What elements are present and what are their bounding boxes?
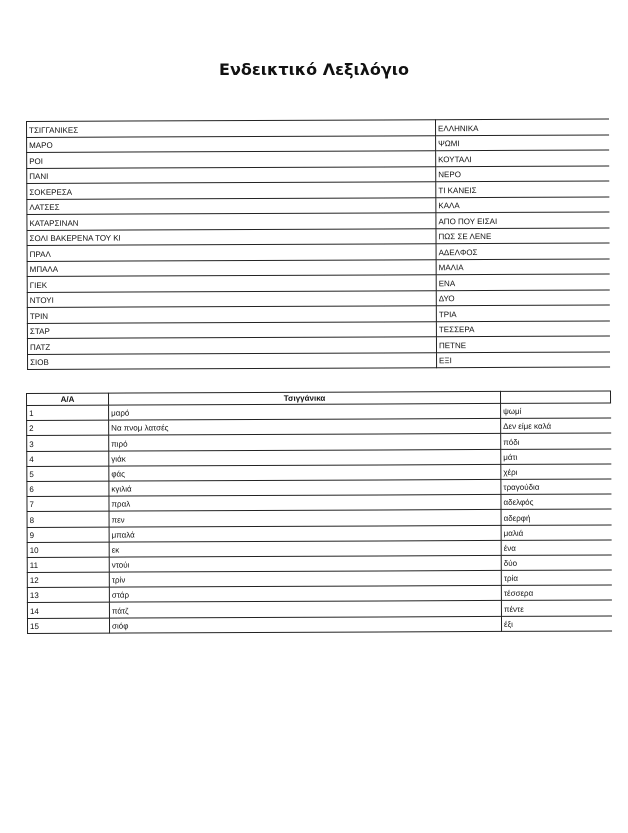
tsigganika-cell: ντούι — [109, 555, 501, 572]
ellinika-cell: ΑΠΟ ΠΟΥ ΕΙΣΑΙ — [436, 212, 609, 228]
ellinika-cell: Δεν είμε καλά — [501, 418, 611, 434]
tsigganika-cell: εκ — [109, 540, 501, 557]
aa-cell: 13 — [27, 587, 109, 603]
tsigganika-cell: μαρό — [109, 403, 501, 420]
ellinika-cell: τρία — [501, 570, 611, 586]
tsigganika-cell: ΚΑΤΑΡΣΙΝΑΝ — [27, 213, 436, 230]
ellinika-cell: πέντε — [501, 600, 611, 616]
ellinika-cell: ΝΕΡΟ — [436, 165, 609, 181]
tsigganika-cell: ΣΤΑΡ — [27, 321, 436, 338]
table-row — [27, 418, 611, 436]
aa-cell: 15 — [27, 618, 109, 634]
tsigganika-cell: σιόφ — [109, 616, 501, 633]
tsigganika-cell: πεν — [109, 510, 501, 527]
ellinika-cell: ΑΔΕΛΦΟΣ — [436, 243, 609, 259]
ellinika-cell: ΕΝΑ — [436, 274, 609, 290]
table-row — [27, 509, 611, 527]
tsigganika-cell: ΣΟΛΙ ΒΑΚΕΡΕΝΑ ΤΟΥ ΚΙ — [27, 228, 436, 245]
ellinika-cell: ΠΕΤΝΕ — [436, 336, 609, 352]
aa-cell: 14 — [27, 603, 109, 619]
ellinika-cell: αδερφή — [501, 509, 611, 525]
ellinika-cell: ΤΙ ΚΑΝΕΙΣ — [436, 181, 609, 197]
ellinika-cell: τραγούδια — [501, 479, 611, 495]
tsigganika-cell: ΤΡΙΝ — [27, 306, 436, 323]
header-ellinika — [500, 391, 610, 403]
table-row — [27, 479, 611, 497]
ellinika-cell: ΕΛΛΗΝΙΚΑ — [435, 119, 608, 135]
tsigganika-cell: ΣΙΟΒ — [28, 352, 437, 369]
tsigganika-cell: ΤΣΙΓΓΑΝΙΚΕΣ — [27, 120, 436, 137]
table-row — [27, 616, 611, 634]
tsigganika-cell: ΡΟΙ — [27, 151, 436, 168]
aa-cell: 12 — [27, 572, 109, 588]
tsigganika-cell: φάς — [109, 464, 501, 481]
ellinika-cell: ΤΡΙΑ — [436, 305, 609, 321]
ellinika-cell: δύο — [501, 555, 611, 571]
ellinika-cell: ΚΟΥΤΑΛΙ — [436, 150, 609, 166]
tsigganika-cell: ΛΑΤΣΕΣ — [27, 197, 436, 214]
tsigganika-cell: ΜΑΡΟ — [27, 135, 436, 152]
tsigganika-cell: μπαλά — [109, 525, 501, 542]
ellinika-cell: ΤΕΣΣΕΡΑ — [436, 320, 609, 336]
aa-cell: 6 — [27, 481, 109, 497]
tsigganika-cell: ΠΑΤΖ — [27, 337, 436, 354]
table-row — [28, 351, 610, 369]
ellinika-cell: χέρι — [501, 464, 611, 480]
tsigganika-cell: στάρ — [109, 586, 501, 603]
tsigganika-cell: πάτζ — [109, 601, 501, 618]
vocabulary-table — [26, 118, 610, 370]
aa-cell: 4 — [27, 451, 109, 467]
tsigganika-cell: πιρό — [109, 434, 501, 451]
header-aa: Α/Α — [27, 393, 109, 405]
ellinika-cell: ΨΩΜΙ — [436, 134, 609, 150]
aa-cell: 9 — [27, 527, 109, 543]
aa-cell: 1 — [27, 405, 109, 421]
tsigganika-cell: γιάκ — [109, 449, 501, 466]
tsigganika-cell: κγιλιά — [109, 479, 501, 496]
tsigganika-cell: Να πνομ λατσές — [109, 419, 501, 436]
tsigganika-cell: ΠΑΝΙ — [27, 166, 436, 183]
aa-cell: 5 — [27, 466, 109, 482]
table-row — [27, 494, 611, 512]
aa-cell: 7 — [27, 496, 109, 512]
numbered-table-body — [27, 403, 612, 633]
tsigganika-cell: ΠΡΑΛ — [27, 244, 436, 261]
ellinika-cell: αδελφός — [501, 494, 611, 510]
ellinika-cell: μαλιά — [501, 524, 611, 540]
aa-cell: 8 — [27, 511, 109, 527]
ellinika-cell: τέσσερα — [501, 585, 611, 601]
ellinika-cell: ΚΑΛΑ — [436, 196, 609, 212]
aa-cell: 10 — [27, 542, 109, 558]
ellinika-cell: ψωμί — [501, 403, 611, 419]
page-title: Ενδεικτικό Λεξιλόγιο — [219, 60, 409, 79]
tsigganika-cell: ΓΙΕΚ — [27, 275, 436, 292]
ellinika-cell: ένα — [501, 540, 611, 556]
ellinika-cell: έξι — [501, 616, 611, 632]
ellinika-cell: ΠΩΣ ΣΕ ΛΕΝΕ — [436, 227, 609, 243]
ellinika-cell: μάτι — [501, 449, 611, 465]
tsigganika-cell: τρίν — [109, 570, 501, 587]
aa-cell: 2 — [27, 420, 109, 436]
tsigganika-cell: ΣΟΚΕΡΕΣΑ — [27, 182, 436, 199]
ellinika-cell: ΕΞΙ — [437, 351, 610, 367]
tsigganika-cell: ΝΤΟΥΙ — [27, 290, 436, 307]
tsigganika-cell: ΜΠΑΛΑ — [27, 259, 436, 276]
ellinika-cell: πόδι — [501, 433, 611, 449]
ellinika-cell: ΔΥΟ — [436, 289, 609, 305]
numbered-vocabulary-table — [26, 390, 612, 633]
vocabulary-table-body — [27, 119, 610, 370]
aa-cell: 3 — [27, 436, 109, 452]
header-tsigganika: Τσιγγάνικα — [109, 391, 501, 405]
ellinika-cell: ΜΑΛΙΑ — [436, 258, 609, 274]
tsigganika-cell: πραλ — [109, 495, 501, 512]
table-row — [27, 585, 611, 603]
aa-cell: 11 — [27, 557, 109, 573]
